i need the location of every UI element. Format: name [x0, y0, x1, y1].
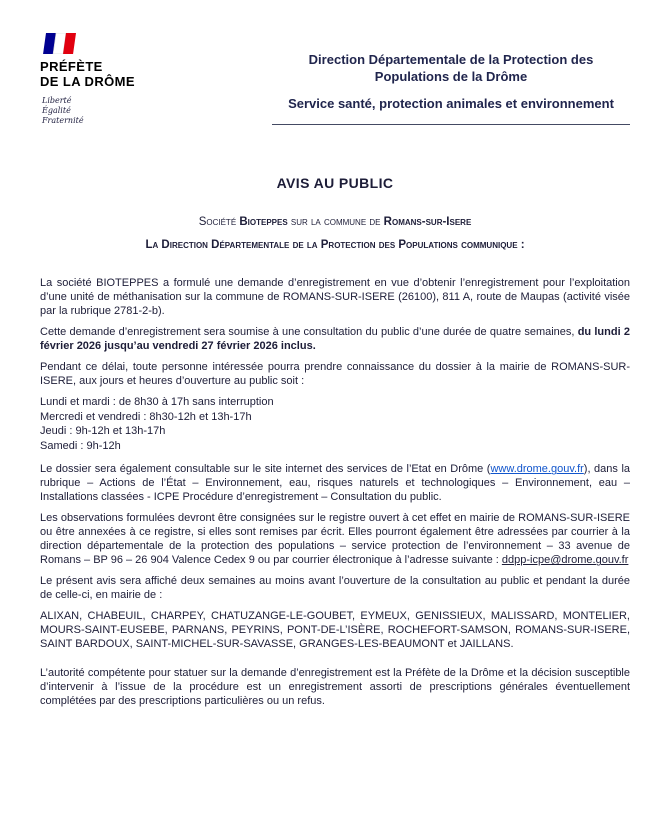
- opening-hours-list: [40, 395, 630, 453]
- text-segment: Cette demande d’enregistrement sera soumise à une consultation du public d’une durée de quatre semaines,: [40, 326, 578, 338]
- prefecture-name-line2: DE LA DRÔME: [40, 74, 135, 89]
- opening-hours-line: Samedi : 9h-12h: [40, 439, 121, 452]
- paragraph-online-consultation: [40, 462, 630, 504]
- opening-hours-line: Lundi et mardi : de 8h30 à 17h sans interruption: [40, 396, 274, 408]
- email-link[interactable]: ddpp-icpe@drome.gouv.fr: [501, 554, 629, 567]
- motto-line: Fraternité: [42, 116, 84, 125]
- text-segment: du lundi 2 février 2026 jusqu’au vendredi 27 février 2026 inclus.: [40, 326, 630, 352]
- paragraph-communes-list: ALIXAN, CHABEUIL, CHARPEY, CHATUZANGE-LE-GOUBET, EYMEUX, GENISSIEUX, MALISSARD, MONTELIER, MOURS-SAINT-EUSEBE, PARNANS, PEYRINS, PONT-DE-L’ISÈRE, ROCHEFORT-SAMSON, ROMANS-SUR-ISERE, SAINT BARDOUX, SAINT-MICHEL-SUR-SAVASSE, GRANGES-LES-BEAUMONT et JAILLANS.: [40, 610, 630, 651]
- text-segment: Romans-sur-Isere: [383, 216, 472, 228]
- service-name: Service santé, protection animales et environnement: [288, 96, 614, 111]
- prefecture-name: [40, 59, 210, 89]
- text-segment: Société: [198, 216, 240, 228]
- text-segment: ), dans la rubrique – Actions de l’État – Environnement, eau, risques naturels et technologiques – Environnement, eau – Installations classées - ICPE Procédure d’enregistrement – Consultation du public.: [40, 463, 631, 504]
- notice-subject-line: [40, 216, 630, 228]
- text-segment: Les observations formulées devront être consignées sur le registre ouvert à cet effet en mairie de ROMANS-SUR-ISERE ou être annexées à ce registre, si elles sont remises par écrit. Elles pourront également être adressées par courrier à la direction départementale de la protection des populations – service protection de l’environnement – 33 avenue de Romans – BP 96 – 26 904 Valence Cedex 9 ou par courrier électronique à l’adresse suivante :: [40, 512, 630, 567]
- paragraph-competent-authority: L’autorité compétente pour statuer sur la demande d’enregistrement est la Préfète de la Drôme et la décision susceptible d’intervenir à l’issue de la procédure est un enregistrement assorti de prescriptions générales éventuellement complétées par des prescriptions particulières ou un refus.: [40, 667, 630, 708]
- direction-name: Direction Départementale de la Protection des Populations de la Drôme: [308, 52, 594, 84]
- document-header: [40, 33, 630, 126]
- notice-announcer-line: La Direction Départementale de la Protection des Populations communique :: [145, 239, 525, 251]
- republic-motto: [42, 96, 210, 126]
- notice-title: AVIS AU PUBLIC: [276, 175, 394, 191]
- text-segment: Bioteppes: [239, 216, 288, 228]
- paragraph-registration-request: La société BIOTEPPES a formulé une demande d’enregistrement en vue d’obtenir l’enregistrement pour l’exploitation d’une unité de méthanisation sur la commune de ROMANS-SUR-ISERE (26100), 811 A, route de Maupas (activité visée par la rubrique 2781-2-b).: [40, 277, 630, 317]
- motto-line: Égalité: [42, 106, 71, 115]
- text-segment: sur la commune de: [287, 216, 384, 228]
- french-flag-icon: [42, 33, 80, 54]
- text-segment: Le dossier sera également consultable sur le site internet des services de l’Etat en Drôme (: [40, 463, 491, 476]
- motto-line: Liberté: [42, 96, 72, 105]
- prefecture-name-line1: PRÉFÈTE: [40, 59, 103, 74]
- paragraph-consultation-period: [40, 325, 630, 353]
- paragraph-dossier-access: Pendant ce délai, toute personne intéressée pourra prendre connaissance du dossier à la mairie de ROMANS-SUR-ISERE, aux jours et heures d’ouverture au public soit :: [40, 361, 630, 387]
- website-link[interactable]: www.drome.gouv.fr: [490, 463, 584, 476]
- opening-hours-line: Mercredi et vendredi : 8h30-12h et 13h-17h: [40, 410, 252, 423]
- paragraph-display-notice: Le présent avis sera affiché deux semaines au moins avant l’ouverture de la consultation au public et pendant la durée de celle-ci, en mairie de :: [40, 575, 630, 602]
- prefecture-logo: [40, 33, 210, 126]
- paragraph-observations: [40, 511, 630, 567]
- issuing-service-block: [272, 51, 630, 125]
- notice-body: [40, 276, 630, 708]
- opening-hours-line: Jeudi : 9h-12h et 13h-17h: [40, 425, 166, 438]
